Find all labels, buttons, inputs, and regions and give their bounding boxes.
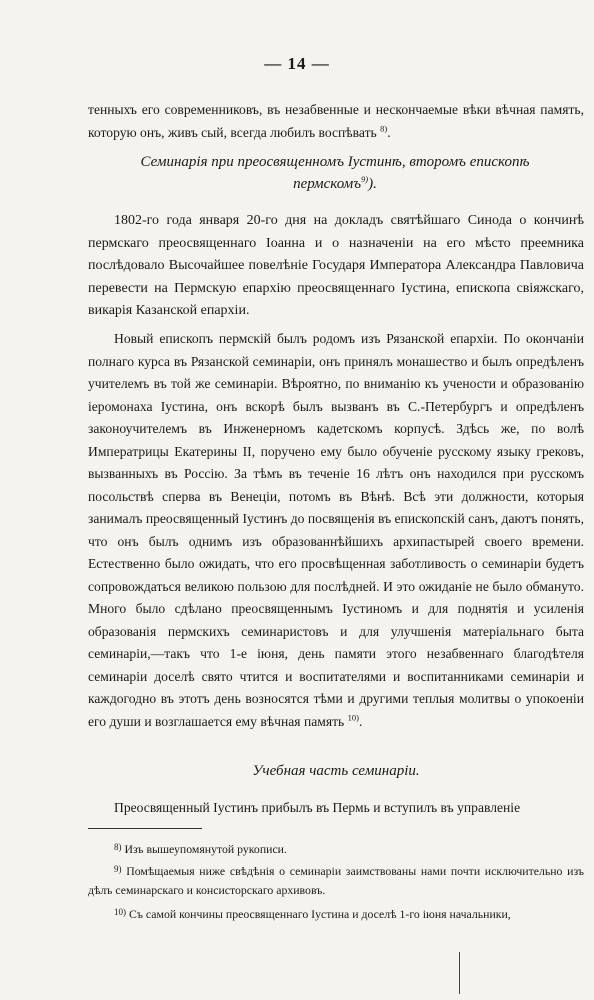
paragraph-text: 1802-го года января 20-го дня на докладъ святѣйшаго Синода о кончинѣ пермскаго преосвященнаго Іоанна и о назначеніи на его мѣсто преемника послѣдовало Высочайшее повелѣніе Государя Императора Александра Павловича перевести на Пермскую епархію преосвященнаго Іустина, епископа свіяжскаго, викарія Казанской епархіи.	[88, 213, 584, 318]
footnote-8	[88, 838, 584, 859]
footnote-ref: 9)	[361, 174, 369, 184]
footnote-mark: 9)	[114, 864, 122, 874]
footnote-text: Съ самой кончины преосвященнаго Іустина и доселѣ 1-го іюня начальники,	[128, 907, 511, 921]
footnote-text: Помѣщаемыя ниже свѣдѣнія о семинаріи заимствованы нами почти исключительно изъ дѣлъ семинарскаго и консисторскаго архивовъ.	[88, 864, 585, 897]
paragraph-text: Преосвященный Іустинъ прибылъ въ Пермь и вступилъ въ управленіе	[114, 800, 521, 815]
footnote-mark: 8)	[114, 842, 122, 852]
footnote-9	[88, 860, 584, 900]
paragraph-continued: тенныхъ его современниковъ, въ незабвенные и нескончаемые вѣки вѣчная память, которую онъ, живъ сый, всегда любилъ воспѣвать $^{8)}$.	[88, 102, 584, 140]
subsection-heading: Учебная часть семинаріи.	[252, 763, 420, 779]
paragraph-decree	[88, 210, 584, 323]
page-number: — 14 —	[264, 54, 330, 73]
footnote-mark: 10)	[114, 907, 126, 917]
footnote-text: Изъ вышеупомянутой рукописи.	[124, 842, 287, 856]
section-heading: Семинарія при преосвященномъ Іустинѣ, второмъ епископѣ пермскомъ	[140, 154, 530, 192]
paragraph-bishop-biography: Новый епископъ пермскій былъ родомъ изъ Рязанской епархіи. По окончаніи полнаго курса въ Рязанской семинаріи, онъ принялъ монашество и былъ опредѣленъ учителемъ въ той же семинаріи. Вѣроятно, по вниманію къ учености и образованію іеромонаха Іустина, онъ вскорѣ былъ вызванъ въ С.-Петербургъ и опредѣленъ законоучителемъ въ Инженерномъ кадетскомъ корпусѣ. Здѣсь же, по волѣ Императрицы Екатерины II, поручено ему было обученіе русскому языку грековъ, вызванныхъ въ Россію. За тѣмъ въ теченіе 16 лѣтъ онъ находился при русскомъ посольствѣ сперва въ Венеціи, потомъ въ Вѣнѣ. Всѣ эти должности, которыя занималъ преосвященный Іустинъ до посвященія въ епископскій санъ, даютъ понять, что онъ былъ однимъ изъ образованнѣйшихъ архипастырей своего времени. Естественно было ожидать, что его просвѣщенная заботливость о семинаріи будетъ сопровождаться великою пользою для послѣдней. И это ожиданіе не было обмануто. Много было сдѣлано преосвященнымъ Іустиномъ и для поднятія и усиленія образованія пермскихъ семинаристовъ и для улучшенія матеріальнаго быта семинаріи,—такъ что 1-е іюня, день памяти этого незабвеннаго благодѣтеля семинаріи доселѣ свято чтится и воспитателями и воспитанниками семинаріи и каждогодно въ этотъ день возносятся тѣми и другими теплыя молитвы о упокоеніи его души и возглашается ему вѣчная память $^{10)}$.	[88, 331, 584, 729]
pen-mark	[459, 952, 460, 994]
section-heading-seminary: Семинарія при преосвященномъ Іустинѣ, второмъ епископѣ пермскомъ$^{9)}$).	[140, 154, 530, 192]
footnote-ref: 8)	[380, 122, 388, 133]
paragraph-text: тенныхъ его современниковъ, въ незабвенные и нескончаемые вѣки вѣчная память, которую онъ, живъ сый, всегда любилъ воспѣвать	[88, 102, 584, 140]
paragraph-text: Новый епископъ пермскій былъ родомъ изъ Рязанской епархіи. По окончаніи полнаго курса въ Рязанской семинаріи, онъ принялъ монашество и былъ опредѣленъ учителемъ въ той же семинаріи. Вѣроятно, по вниманію къ учености и образованію іеромонаха Іустина, онъ вскорѣ былъ вызванъ въ С.-Петербургъ и опредѣленъ законоучителемъ въ Инженерномъ кадетскомъ корпусѣ. Здѣсь же, по волѣ Императрицы Екатерины II, поручено ему было обученіе русскому языку грековъ, вызванныхъ въ Россію. За тѣмъ въ теченіе 16 лѣтъ онъ находился при русскомъ посольствѣ сперва въ Венеціи, потомъ въ Вѣнѣ. Всѣ эти должности, которыя занималъ преосвященный Іустинъ до посвященія въ епископскій санъ, даютъ понять, что онъ былъ однимъ изъ образованнѣйшихъ архипастырей своего времени. Естественно было ожидать, что его просвѣщенная заботливость о семинаріи будетъ сопровождаться великою пользою для послѣдней. И это ожиданіе не было обмануто. Много было сдѣлано преосвященнымъ Іустиномъ и для поднятія и усиленія образованія пермскихъ семинаристовъ и для улучшенія матеріальнаго быта семинаріи,—такъ что 1-е іюня, день памяти этого незабвеннаго благодѣтеля семинаріи доселѣ свято чтится и воспитателями и воспитанниками семинаріи и каждогодно въ этотъ день возносятся тѣми и другими теплыя молитвы о упокоеніи его души и возглашается ему вѣчная память	[88, 331, 584, 729]
section-heading-education	[88, 760, 584, 782]
footnote-divider	[88, 828, 202, 829]
footnote-ref: 10)	[347, 711, 359, 722]
footnote-10	[88, 903, 584, 924]
paragraph-arrival	[88, 797, 584, 820]
